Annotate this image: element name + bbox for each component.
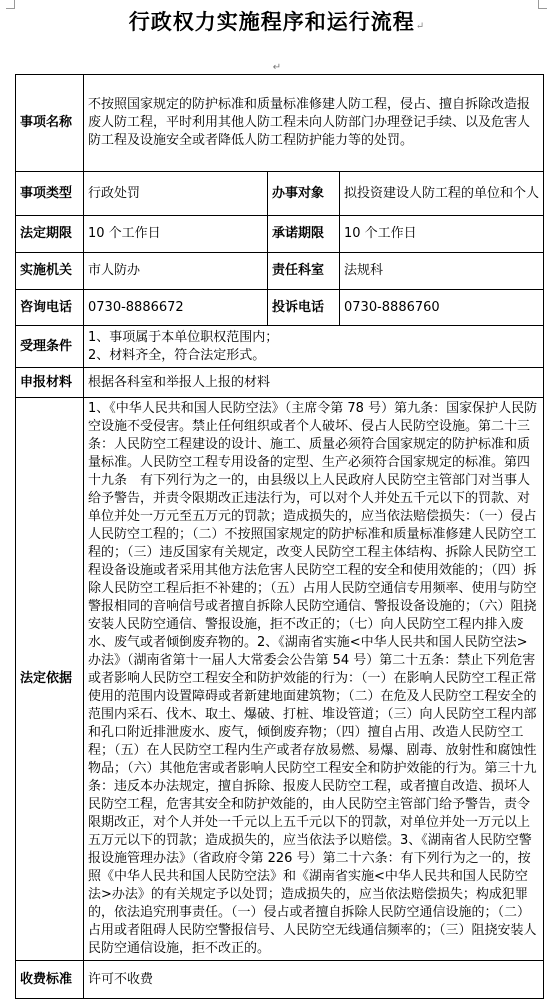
label-conditions: 受理条件 xyxy=(16,326,84,368)
value-agency: 市人防办 xyxy=(84,253,268,290)
row-materials xyxy=(16,368,544,398)
value-department: 法规科 xyxy=(340,253,544,290)
value-legal-basis: 1、《中华人民共和国人民防空法》（主席令第 78 号）第九条：国家保护人民防空设施不受侵害。禁止任何组织或者个人破坏、侵占人民防空设施。第二十三条：人民防空工程建设的设计、施工、质量必须符合国家规定的防护标准和质量标准。人民防空工程专用设备的定型、生产必须符合国家规定的标准。第四十九条 有下列行为之一的，由县级以上人民政府人民防空主管部门对当事人给予警告，并责令限期改正违法行为，可以对个人并处五千元以下的罚款、对单位并处一万元至五万元的罚款；造成损失的，应当依法赔偿损失：（一）侵占人民防空工程的；（二）不按照国家规定的防护标准和质量标准修建人民防空工程的；（三）违反国家有关规定，改变人民防空工程主体结构、拆除人民防空工程设备设施或者采用其他方法危害人民防空工程的安全和使用效能的；（四）拆除人民防空工程后拒不补建的；（五）占用人民防空通信专用频率、使用与防空警报相同的音响信号或者擅自拆除人民防空通信、警报设备设施的；（六）阻挠安装人民防空通信、警报设施，拒不改正的；（七）向人民防空工程内排入废水、废气或者倾倒废弃物的。2、《湖南省实施<中华人民共和国人民防空法>办法》（湖南省第十一届人大常委会公告第 54 号）第二十五条：禁止下列危害或者影响人民防空工程安全和防护效能的行为：（一）在影响人民防空工程正常使用的范围内设置障碍或者新建地面建筑物；（二）在危及人民防空工程安全的范围内采石、伐木、取土、爆破、打桩、堆设管道；（三）向人民防空工程内部和孔口附近排泄废水、废气，倾倒废弃物；（四）擅自占用、改造人民防空工程；（五）在人民防空工程内生产或者存放易燃、易爆、剧毒、放射性和腐蚀性物品；（六）其他危害或者影响人民防空工程安全和防护效能的行为。第三十九条：违反本办法规定，擅自拆除、报废人民防空工程，或者擅自改造、损坏人民防空工程，危害其安全和防护效能的，由人民防空主管部门给予警告，责令限期改正，对个人并处一千元以上五千元以下的罚款，对单位并处一万元以上五万元以下的罚款；造成损失的，应当依法予以赔偿。3、《湖南省人民防空警报设施管理办法》（省政府令第 226 号）第二十六条：有下列行为之一的，按照《中华人民共和国人民防空法》和《湖南省实施<中华人民共和国人民防空法>办法》的有关规定予以处罚；造成损失的，应当依法赔偿损失；构成犯罪的，依法追究刑事责任。（一）侵占或者擅自拆除人民防空通信设施的；（二）占用或者阻碍人民防空警报信号、人民防空无线通信频率的；（三）阻挠安装人民防空通信设施，拒不改正的。 xyxy=(84,398,544,961)
row-legal-limit xyxy=(16,216,544,253)
condition-line: 1、事项属于本单位职权范围内； xyxy=(88,329,279,345)
paragraph-mark: ↵ xyxy=(415,21,426,32)
condition-line: 2、材料齐全，符合法定形式。 xyxy=(88,347,266,363)
value-fee: 许可不收费 xyxy=(84,961,544,999)
label-consult-phone: 咨询电话 xyxy=(16,290,84,326)
page-title xyxy=(0,6,554,36)
title-text: 行政权力实施程序和运行流程 xyxy=(128,9,415,34)
label-agency: 实施机关 xyxy=(16,253,84,290)
value-target: 拟投资建设人防工程的单位和个人 xyxy=(340,172,544,216)
value-materials: 根据各科室和举报人上报的材料 xyxy=(84,368,544,398)
label-item-name: 事项名称 xyxy=(16,75,84,172)
label-target: 办事对象 xyxy=(268,172,340,216)
label-fee: 收费标准 xyxy=(16,961,84,999)
value-item-type: 行政处罚 xyxy=(84,172,268,216)
paragraph-mark: ↵ xyxy=(272,62,282,73)
table-preamble-mark xyxy=(0,62,554,73)
label-item-type: 事项类型 xyxy=(16,172,84,216)
label-department: 责任科室 xyxy=(268,253,340,290)
row-conditions xyxy=(16,326,544,368)
value-conditions xyxy=(84,326,544,368)
row-legal-basis xyxy=(16,398,544,961)
label-promise-limit: 承诺期限 xyxy=(268,216,340,253)
row-fee xyxy=(16,961,544,999)
value-complaint-phone: 0730-8886760 xyxy=(340,290,544,326)
value-promise-limit: 10 个工作日 xyxy=(340,216,544,253)
row-agency xyxy=(16,253,544,290)
value-legal-limit: 10 个工作日 xyxy=(84,216,268,253)
value-item-name: 不按照国家规定的防护标准和质量标准修建人防工程，侵占、擅自拆除改造报废人防工程，平时利用其他人防工程未向人防部门办理登记手续、以及危害人防工程及设施安全或者降低人防工程防护能力等的处罚。 xyxy=(84,75,544,172)
value-consult-phone: 0730-8886672 xyxy=(84,290,268,326)
label-legal-basis: 法定依据 xyxy=(16,398,84,961)
row-item-type xyxy=(16,172,544,216)
row-item-name xyxy=(16,75,544,172)
label-complaint-phone: 投诉电话 xyxy=(268,290,340,326)
label-legal-limit: 法定期限 xyxy=(16,216,84,253)
row-phone xyxy=(16,290,544,326)
label-materials: 申报材料 xyxy=(16,368,84,398)
process-table xyxy=(15,74,544,999)
